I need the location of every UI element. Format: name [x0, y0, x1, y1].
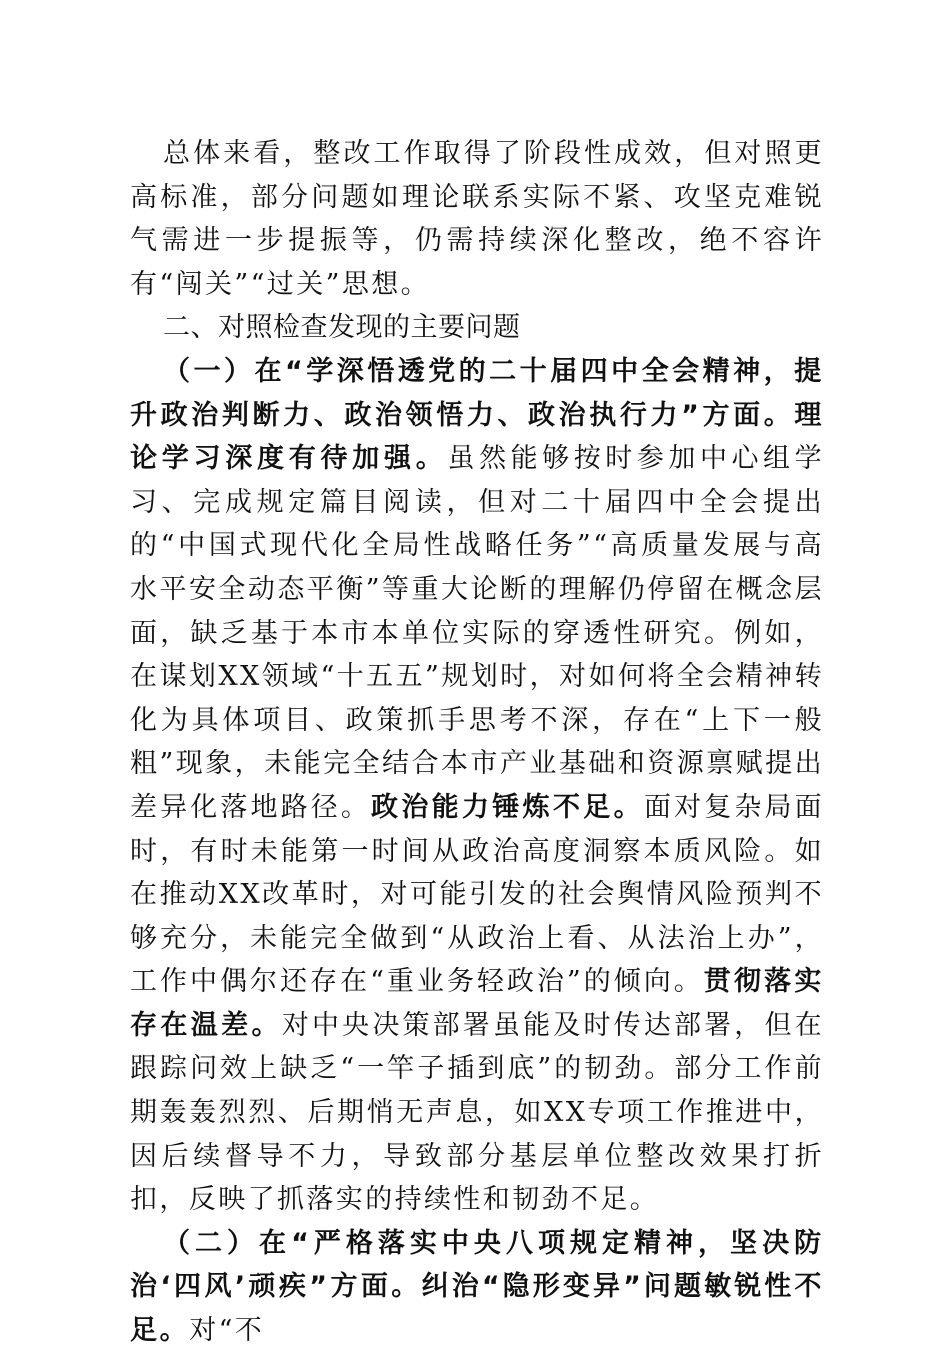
point-theory-study-body: 虽然能够按时参加中心组学习、完成规定篇目阅读，但对二十届四中全会提出的“中国式现代化全局性战略任务”“高质量发展与高水平安全动态平衡”等重大论断的理解仍停留在概念层面，缺乏基于本市本单位实际的穿透性研究。例如，在谋划XX领域“十五五”规划时，对如何将全会精神转化为具体项目、政策抓手思考不深，存在“上下一般粗”现象，未能完全结合本市产业基础和资源禀赋提出差异化落地路径。 — [130, 443, 825, 823]
section-one-heading: （一）在“学深悟透党的二十届四中全会精神，提升政治判断力、政治领悟力、政治执行力”方面。 — [130, 355, 824, 431]
document-page — [130, 132, 824, 1353]
summary-paragraph — [130, 132, 824, 306]
point-hidden-variant-body: 对“不 — [189, 1315, 265, 1347]
section-two-heading: （二）在“严格落实中央八项规定精神，坚决防治‘四风’顽疾”方面。 — [130, 1227, 824, 1303]
summary-text: 总体来看，整改工作取得了阶段性成效，但对照更高标准，部分问题如理论联系实际不紧、攻坚克难锐气需进一步提振等，仍需持续深化整改，绝不容许有“闯关”“过关”思想。 — [130, 138, 824, 300]
point-implementation-title: 贯彻落实存在温差。 — [130, 966, 824, 1041]
point-theory-study-title: 理论学习深度有待加强。 — [130, 399, 824, 475]
point-implementation-body: 对中央决策部署虽能及时传达部署，但在跟踪问效上缺乏“一竿子插到底”的韧劲。部分工作前期轰轰烈烈、后期悄无声息，如XX专项工作推进中，因后续督导不力，导致部分基层单位整改效果打折扣，反映了抓落实的持续性和韧劲不足。 — [130, 1009, 825, 1216]
point-political-ability-title: 政治能力锤炼不足。 — [371, 791, 644, 823]
point-political-ability-body: 面对复杂局面时，有时未能第一时间从政治高度洞察本质风险。如在推动XX改革时，对可能引发的社会舆情风险预判不够充分，未能完全做到“从政治上看、从法治上办”，工作中偶尔还存在“重业务轻政治”的倾向。 — [130, 791, 825, 998]
point-hidden-variant-title: 纠治“隐形变异”问题敏锐性不足。 — [130, 1271, 824, 1347]
section-heading-main-problems — [130, 306, 824, 350]
section-one-paragraph — [130, 350, 824, 1222]
section-two-paragraph — [130, 1222, 824, 1353]
heading-text: 二、对照检查发现的主要问题 — [163, 312, 521, 344]
